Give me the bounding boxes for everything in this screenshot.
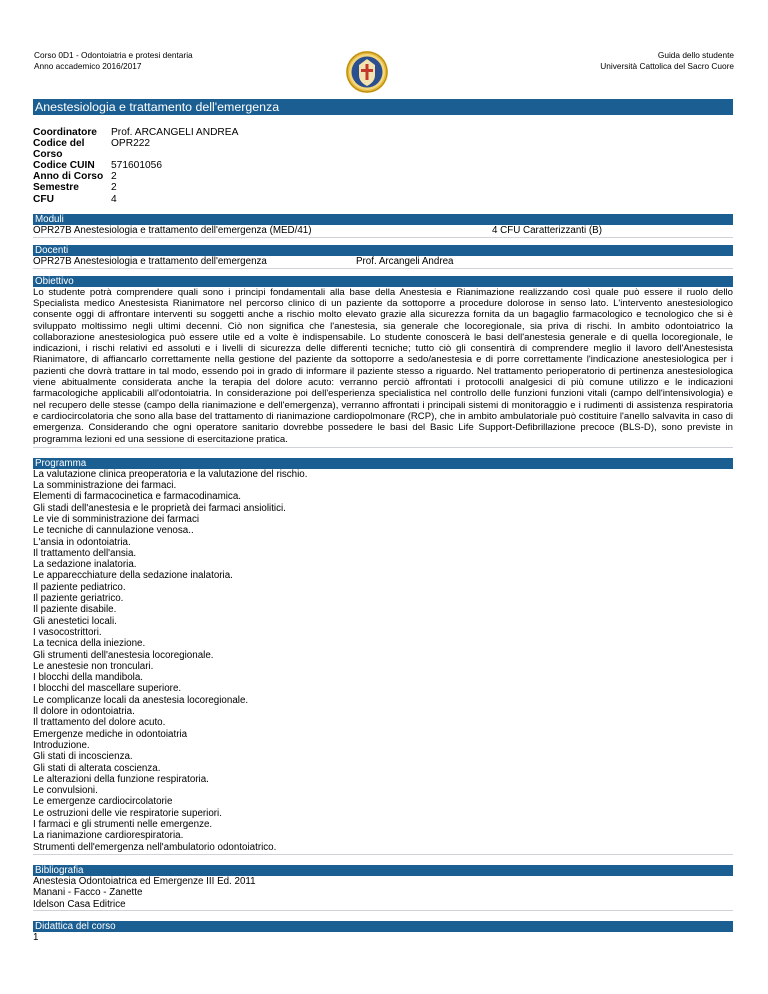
programma-item: Gli strumenti dell'anestesia locoregionale. xyxy=(33,649,214,661)
obiettivo-section xyxy=(33,276,733,448)
university-seal-icon xyxy=(345,50,389,94)
info-key: Coordinatore xyxy=(33,127,97,138)
course-line: Corso 0D1 - Odontoiatria e protesi dentaria xyxy=(34,50,193,60)
info-value: 2 xyxy=(111,171,117,183)
student-guide: Guida dello studente xyxy=(657,50,734,60)
header-left xyxy=(34,50,193,71)
info-value: 4 xyxy=(111,193,117,205)
moduli-row xyxy=(33,225,733,238)
info-key: Codice del Corso xyxy=(33,138,85,161)
programma-heading: Programma xyxy=(33,458,733,469)
bibliografia-heading: Bibliografia xyxy=(33,865,733,876)
university-name: Università Cattolica del Sacro Cuore xyxy=(600,60,734,71)
docenti-section xyxy=(33,245,733,269)
programma-item: Le complicanze locali da anestesia locoregionale. xyxy=(33,694,249,706)
page-number: 1 xyxy=(33,931,39,943)
obiettivo-heading: Obiettivo xyxy=(33,276,733,287)
programma-item: Il paziente pediatrico. xyxy=(33,581,126,593)
programma-item: Le apparecchiature della sedazione inalatoria. xyxy=(33,570,233,582)
programma-list xyxy=(33,469,733,855)
bibliografia-item: Manani - Facco - Zanette xyxy=(33,887,143,899)
programma-item: Il dolore in odontoiatria. xyxy=(33,706,135,718)
programma-item: Introduzione. xyxy=(33,739,90,751)
info-row xyxy=(33,160,238,171)
programma-item: Il trattamento dell'ansia. xyxy=(33,547,137,559)
moduli-section xyxy=(33,214,733,238)
info-value: Prof. ARCANGELI ANDREA xyxy=(111,127,239,138)
info-row xyxy=(33,138,238,160)
docente-module: OPR27B Anestesiologia e trattamento dell'emergenza xyxy=(33,255,267,267)
moduli-heading: Moduli xyxy=(33,214,733,225)
info-row xyxy=(33,194,238,205)
docenti-row xyxy=(33,256,733,269)
bibliografia-item: Anestesia Odontoiatrica ed Emergenze III Ed. 2011 xyxy=(33,875,256,887)
academic-year: Anno accademico 2016/2017 xyxy=(34,60,142,71)
programma-item: Le alterazioni della funzione respiratoria. xyxy=(33,773,209,785)
info-value: 2 xyxy=(111,182,117,194)
programma-item: Gli stati di incoscienza. xyxy=(33,751,133,763)
obiettivo-text: Lo studente potrà comprendere quali sono i principi fondamentali alla base della Anestesia e Rianimazione realizzando così quale può essere il ruolo dello Specialista medico Anestesista Rianimatore nel percorso clinico di un paziente da sottoporre a procedure dolorose in senso lato. L'intervento anestesiologico consente oggi di affrontare interventi su soggetti anche a rischio molto elevato grazie alla sicurezza fornita da un bagaglio farmacologico e tecnologico che si è sviluppato moltissimo negli ultimi decenni. Ciò non significa che l'anestesia, sia generale che locoregionale, sia priva di rischi. In ambito odontoiatrico la collaborazione anestesiologica può essere utile ed a volte è indispensabile. Lo studente conoscerà le basi dell'anestesia generale e di quella locoregionale, le indicazioni, i rischi relativi ed assoluti e i livelli di sicurezza delle differenti tecniche; tutto ciò gli consentirà di comprendere meglio il lavoro dell'Anestesista Rianimatore, di affiancarlo correttamente nella gestione del paziente da sottoporre a sedo/anestesia e di porre correttamente l'indicazione anestesiologica per i pazienti che dovrà trattare in tal modo, essendo poi in grado di informare il paziente stesso a riguardo. Nel trattamento perioperatorio di pertinenza anestesiologica viene abitualmente considerata anche la terapia del dolore acuto: verranno perciò affrontati i protocolli analgesici di più comune utilizzo e le indicazioni farmacologiche applicabili all'odontoiatria. In considerazione poi dell'esperienza specialistica nel controllo delle funzioni funzioni vitali (campo dell'intensivologia) e nel recupero delle stesse (campo della rianimazione e dell'emergenza), verranno affrontati i principali sistemi di monitoraggio e i rudimenti di assistenza respiratoria e cardiocircolatoria che sono alla base del trattamento di rianimazione cardiopolmonare (RCP), che in ambito ambulatoriale può costituire l'anello salvavita in caso di emergenza. Considerando che ogni operatore sanitario dovrebbe possedere le basi del Basic Life Support-Defibrillazione precoce (BLS-D), sono previste in programma lezioni ed una sessione di esercitazione pratica. xyxy=(33,287,733,448)
programma-section xyxy=(33,458,733,855)
programma-item: Il trattamento del dolore acuto. xyxy=(33,717,166,729)
bibliografia-section xyxy=(33,865,733,911)
programma-item: La valutazione clinica preoperatoria e la valutazione del rischio. xyxy=(33,468,308,480)
info-value: 571601056 xyxy=(111,160,162,172)
programma-item: La rianimazione cardiorespiratoria. xyxy=(33,830,184,842)
programma-item: Le vie di somministrazione dei farmaci xyxy=(33,514,200,525)
info-row xyxy=(33,171,238,182)
programma-item: I vasocostrittori. xyxy=(33,626,102,638)
programma-item: Gli anestetici locali. xyxy=(33,615,117,627)
info-row xyxy=(33,182,238,193)
programma-item: Le anestesie non tronculari. xyxy=(33,660,154,672)
programma-item: Le convulsioni. xyxy=(33,785,98,797)
header-right xyxy=(600,50,734,71)
course-title: Anestesiologia e trattamento dell'emergenza xyxy=(33,99,733,115)
docente-name: Prof. Arcangeli Andrea xyxy=(356,255,454,267)
info-value: OPR222 xyxy=(111,138,151,150)
programma-item: Le tecniche di cannulazione venosa.. xyxy=(33,525,194,537)
docenti-heading: Docenti xyxy=(33,245,733,256)
programma-item: Elementi di farmacocinetica e farmacodinamica. xyxy=(33,491,242,503)
didattica-section xyxy=(33,921,733,944)
programma-item: Strumenti dell'emergenza nell'ambulatorio odontoiatrico. xyxy=(33,841,277,853)
info-key: CFU xyxy=(33,193,54,205)
module-cfu: 4 CFU Caratterizzanti (B) xyxy=(492,224,602,236)
programma-item: Il paziente disabile. xyxy=(33,604,117,616)
info-key: Semestre xyxy=(33,182,79,194)
module-name: OPR27B Anestesiologia e trattamento dell'emergenza (MED/41) xyxy=(33,224,312,236)
bibliografia-item: Idelson Casa Editrice xyxy=(33,898,126,910)
programma-item: Il paziente geriatrico. xyxy=(33,593,124,605)
programma-item: I blocchi del mascellare superiore. xyxy=(33,683,182,695)
info-key: Anno di Corso xyxy=(33,171,104,183)
programma-item: La tecnica della iniezione. xyxy=(33,638,146,650)
programma-item: Le ostruzioni delle vie respiratorie superiori. xyxy=(33,807,222,819)
bibliografia-list xyxy=(33,876,733,911)
programma-item: Gli stati di alterata coscienza. xyxy=(33,762,161,774)
programma-item: La somministrazione dei farmaci. xyxy=(33,480,177,492)
programma-item: I farmaci e gli strumenti nelle emergenze. xyxy=(33,819,213,831)
programma-item: Gli stadi dell'anestesia e le proprietà dei farmaci ansiolitici. xyxy=(33,502,286,514)
programma-item: Emergenze mediche in odontoiatria xyxy=(33,728,188,740)
programma-item: La sedazione inalatoria. xyxy=(33,559,137,571)
course-info-table xyxy=(33,127,238,205)
programma-item: L'ansia in odontoiatria. xyxy=(33,536,131,548)
info-key: Codice CUIN xyxy=(33,160,95,172)
programma-item: Le emergenze cardiocircolatorie xyxy=(33,796,173,808)
content xyxy=(33,98,733,951)
info-row xyxy=(33,127,238,138)
didattica-heading: Didattica del corso xyxy=(33,921,733,932)
programma-item: I blocchi della mandibola. xyxy=(33,672,144,684)
